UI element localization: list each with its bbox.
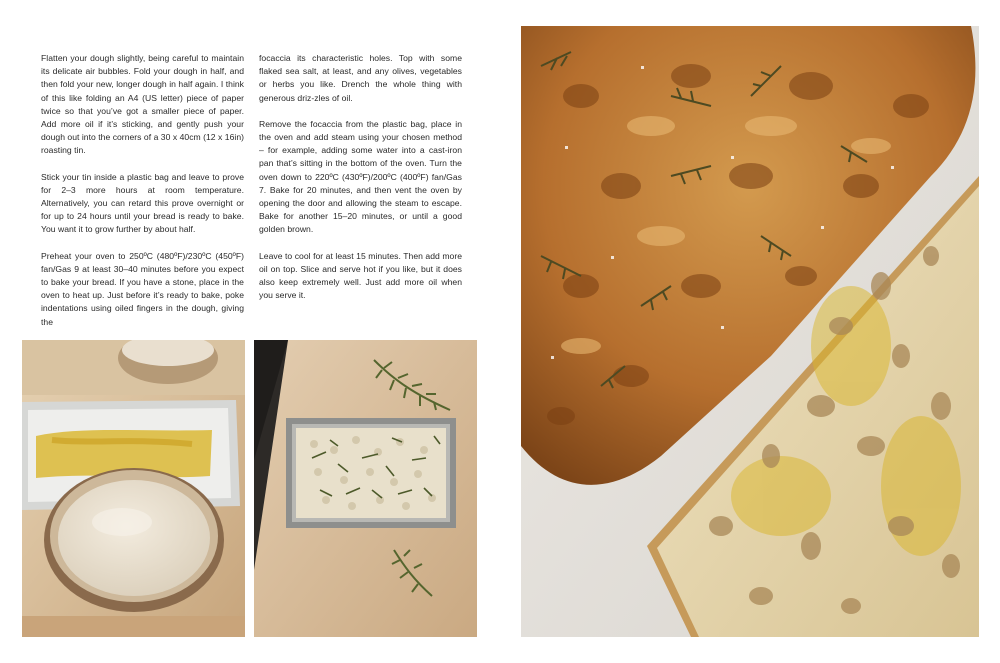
dough-in-bowl-photo <box>22 340 245 637</box>
instructions-column-right <box>259 52 462 315</box>
instruction-paragraph: Leave to cool for at least 15 minutes. Then add more oil on top. Slice and serve hot if you like, but it does also keep extremely well. Just add more oil when you serve it. <box>259 250 462 301</box>
instruction-paragraph: focaccia its characteristic holes. Top with some flaked sea salt, at least, and any olives, vegetables or herbs you like. Drench the whole thing with generous driz-zles of oil. <box>259 53 462 103</box>
instruction-paragraph: Stick your tin inside a plastic bag and leave to prove for 2–3 more hours at room temperature. Alternatively, you can retard this prove overnight or for up to 24 hours until your bread is ready to bake. You want it to grow further by about half. <box>41 171 244 235</box>
instruction-paragraph: Remove the focaccia from the plastic bag, place in the oven and add steam using your chosen method – for example, adding some water into a cast-iron pan that’s sitting in the bottom of the oven. Turn the oven down to 220ºC (430ºF)/200ºC (400ºF) fan/Gas 7. Bake for 20 minutes, and then vent the oven by opening the door and allowing the steam to escape. Bake for another 15–20 minutes, or until a good golden brown. <box>259 118 462 235</box>
baked-focaccia-photo <box>521 26 979 637</box>
instructions-column-left <box>41 52 244 342</box>
focaccia-in-tin-photo <box>254 340 477 637</box>
instruction-paragraph: Flatten your dough slightly, being careful to maintain its delicate air bubbles. Fold your dough in half, and then fold your new, longer dough in half again. I think of this like folding an A4 (US letter) piece of paper twice so that you’ve got a smaller piece of paper. Add more oil if it’s sticking, and gently push your dough out into the corners of a 30 x 40cm (12 x 16in) roasting tin. <box>41 53 244 156</box>
instruction-paragraph: Preheat your oven to 250ºC (480ºF)/230ºC (450ºF) fan/Gas 9 at least 30–40 minutes before you expect to bake your bread. If you have a stone, place in the oven to heat up. Just before it’s ready to bake, poke indentations using oiled fingers in the dough, giving the <box>41 250 244 327</box>
